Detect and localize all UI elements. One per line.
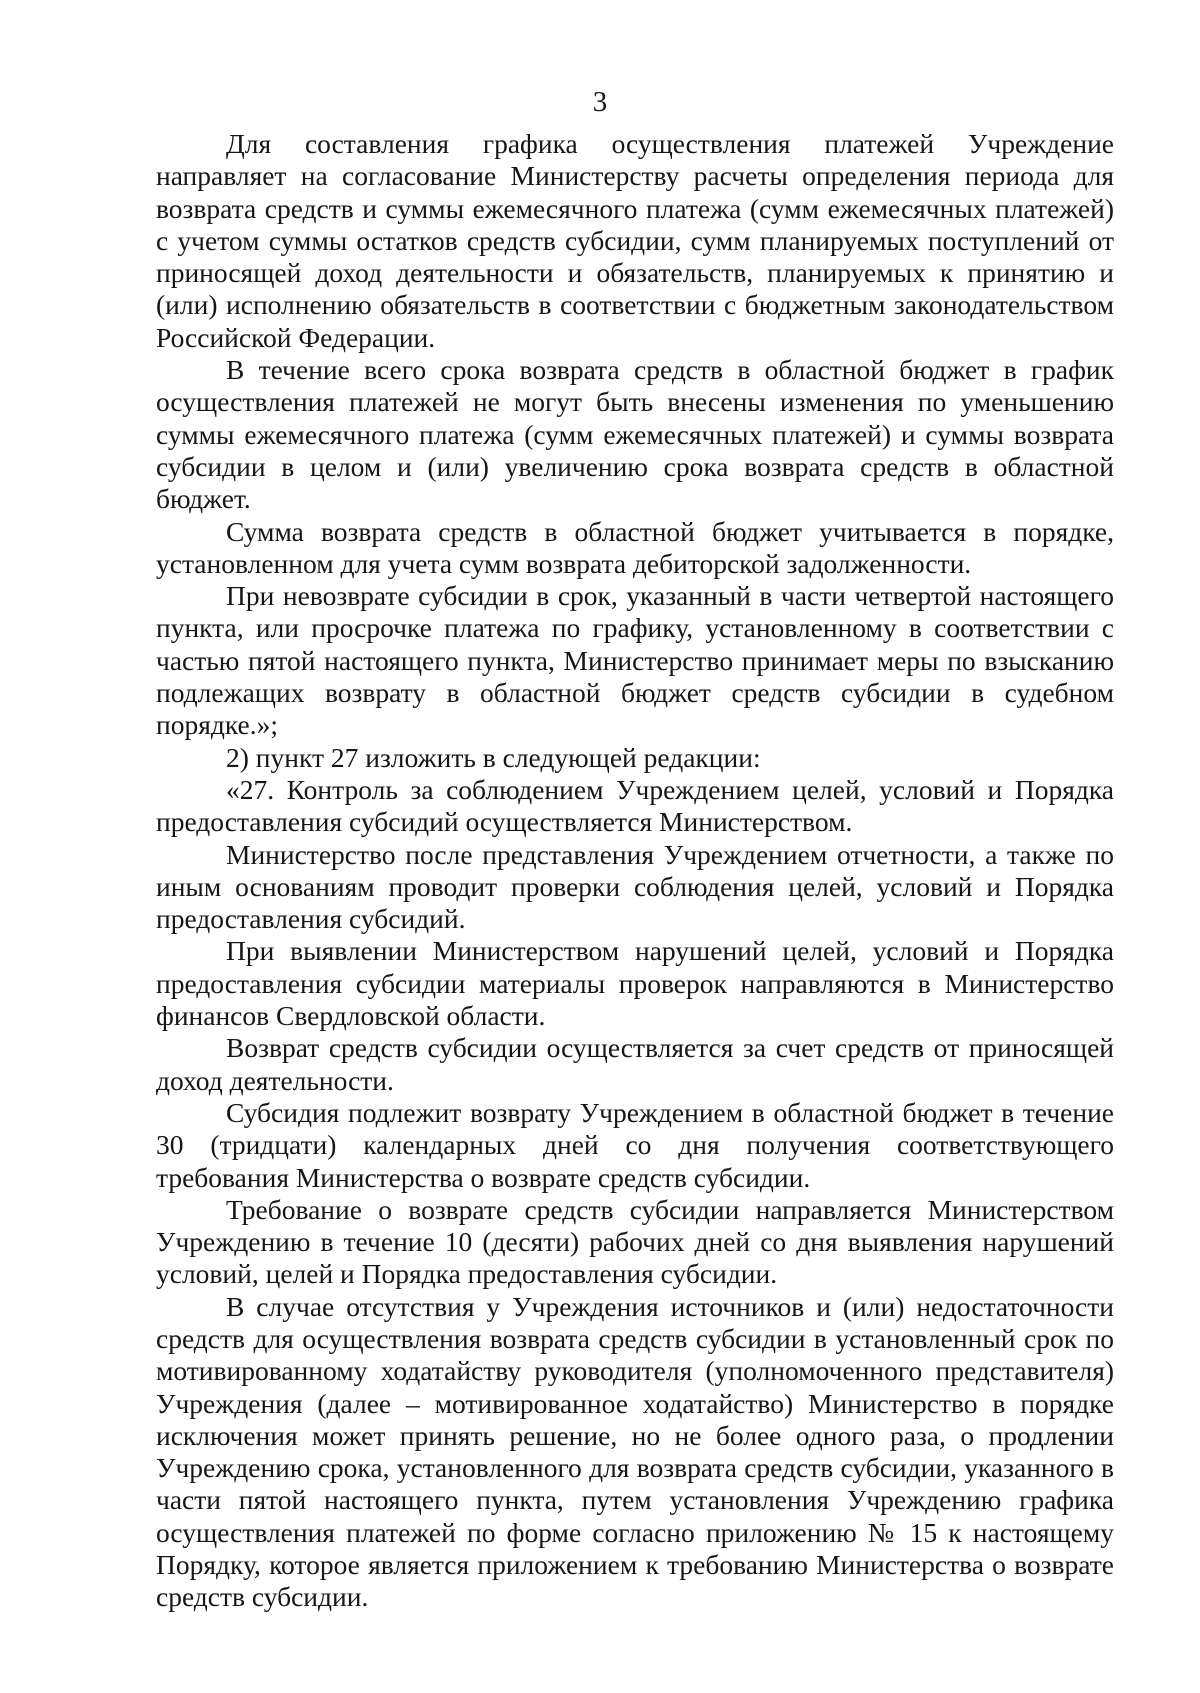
document-body: [156, 128, 1114, 1614]
paragraph-extension: В случае отсутствия у Учреждения источников и (или) недостаточности средств для осуществления возврата средств субсидии в установленный срок по мотивированному ходатайству руководителя (уполномоченного представителя) Учреждения (далее – мотивированное ходатайство) Министерство в порядке исключения может принять решение, но не более одного раза, о продлении Учреждению срока, установленного для возврата средств субсидии, указанного в части пятой настоящего пункта, путем установления Учреждению графика осуществления платежей по форме согласно приложению № 15 к настоящему Порядку, которое является приложением к требованию Министерства о возврате средств субсидии.: [156, 1290, 1114, 1613]
paragraph-return-request: Требование о возврате средств субсидии направляется Министерством Учреждению в течение 10 (десяти) рабочих дней со дня выявления нарушений условий, целей и Порядка предоставления субсидии.: [156, 1193, 1114, 1290]
paragraph-item-27-intro: 2) пункт 27 изложить в следующей редакции:: [226, 741, 761, 773]
page-number: 3: [592, 86, 608, 118]
paragraph-schedule-changes: В течение всего срока возврата средств в областной бюджет в график осуществления платежей не могут быть внесены изменения по уменьшению суммы ежемесячного платежа (сумм ежемесячных платежей) и суммы возврата субсидии в целом и (или) увеличению срока возврата средств в областной бюджет.: [156, 354, 1114, 515]
paragraph-item-27-control: «27. Контроль за соблюдением Учреждением целей, условий и Порядка предоставления субсидий осуществляется Министерством.: [156, 773, 1114, 838]
paragraph-return-deadline: Субсидия подлежит возврату Учреждением в областной бюджет в течение 30 (тридцати) календарных дней со дня получения соответствующего требования Министерства о возврате средств субсидии.: [156, 1096, 1114, 1193]
paragraph-payment-schedule: Для составления графика осуществления платежей Учреждение направляет на согласование Министерству расчеты определения периода для возврата средств и суммы ежемесячного платежа (сумм ежемесячных платежей) с учетом суммы остатков средств субсидии, сумм планируемых поступлений от приносящей доход деятельности и обязательств, планируемых к принятию и (или) исполнению обязательств в соответствии с бюджетным законодательством Российской Федерации.: [156, 128, 1114, 353]
paragraph-return-accounting: Сумма возврата средств в областной бюджет учитывается в порядке, установленном для учета сумм возврата дебиторской задолженности.: [156, 515, 1114, 579]
paragraph-non-return: При невозврате субсидии в срок, указанный в части четвертой настоящего пункта, или просрочке платежа по графику, установленному в соответствии с частью пятой настоящего пункта, Министерство принимает меры по взысканию подлежащих возврату в областной бюджет средств субсидии в судебном порядке.»;: [156, 580, 1114, 741]
paragraph-violations: При выявлении Министерством нарушений целей, условий и Порядка предоставления субсидии материалы проверок направляются в Министерство финансов Свердловской области.: [156, 935, 1114, 1032]
paragraph-return-source: Возврат средств субсидии осуществляется за счет средств от приносящей доход деятельности.: [156, 1032, 1114, 1096]
paragraph-inspections: Министерство после представления Учреждением отчетности, а также по иным основаниям проводит проверки соблюдения целей, условий и Порядка предоставления субсидий.: [156, 838, 1114, 935]
